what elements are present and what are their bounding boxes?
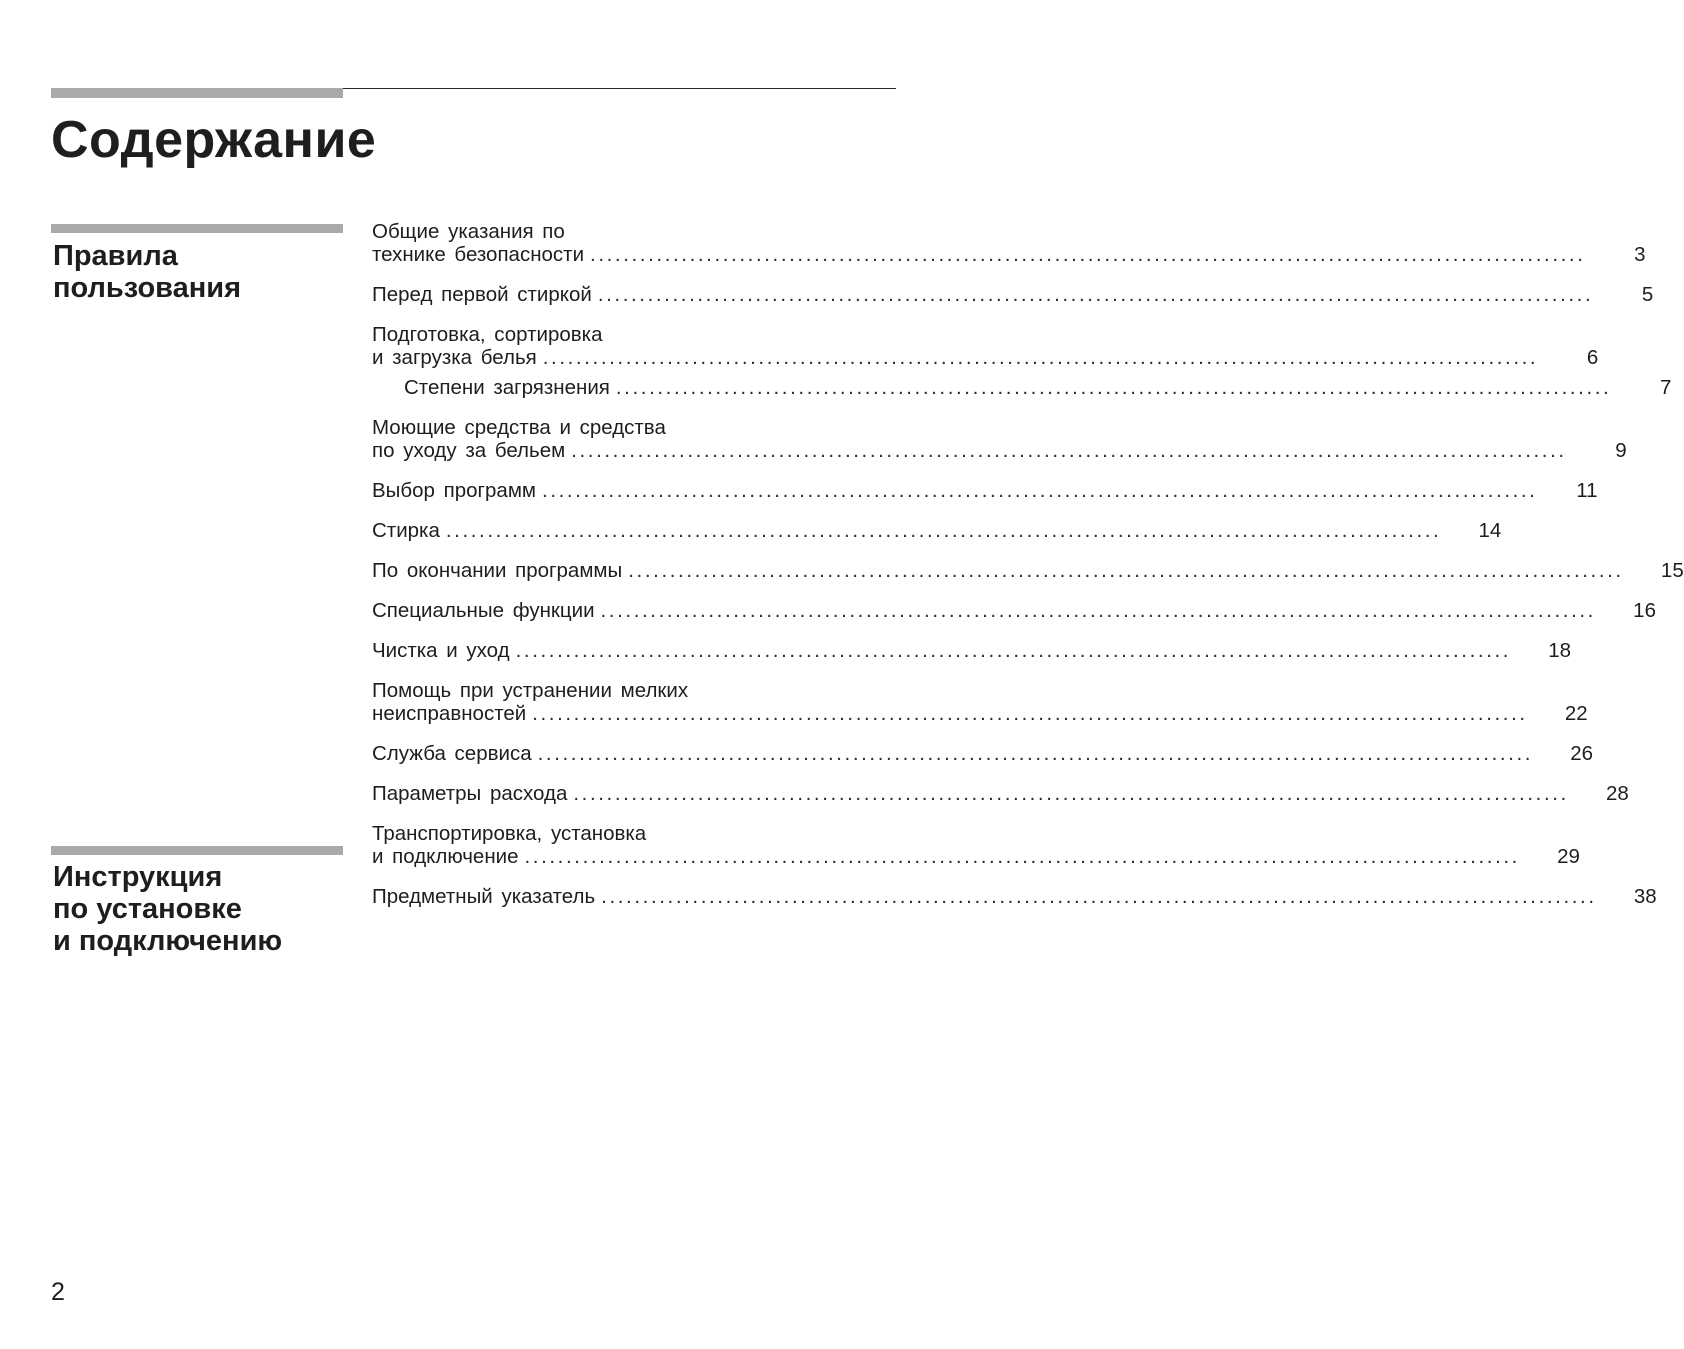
toc-entry-label: Параметры расхода xyxy=(372,782,568,805)
dot-leader: ........................................................................................................................ xyxy=(571,439,1567,462)
toc-entry[interactable] xyxy=(372,822,1580,868)
toc-entry-title-line: Моющие средства и средства xyxy=(372,416,666,439)
dot-leader: ........................................................................................................................ xyxy=(524,845,1520,868)
toc-entry-page: 5 xyxy=(1641,283,1654,306)
toc-entry-label: Перед первой стиркой xyxy=(372,283,592,306)
section-heading-line: пользования xyxy=(53,272,242,304)
section-bar-usage xyxy=(51,224,343,233)
toc-entry-title-line: Помощь при устранении мелких xyxy=(372,679,689,702)
dot-leader: ........................................................................................................................ xyxy=(590,243,1586,266)
dot-leader: ........................................................................................................................ xyxy=(515,639,1512,662)
toc-entry-page: 18 xyxy=(1548,639,1572,662)
section-heading-installation xyxy=(53,861,282,957)
toc-entry[interactable] xyxy=(372,416,1627,462)
section-heading-line: Правила xyxy=(53,240,178,272)
section-heading-line: по установке xyxy=(53,893,242,925)
toc-entry-page: 16 xyxy=(1633,599,1656,622)
dot-leader: ........................................................................................................................ xyxy=(542,346,1539,369)
section-bar-installation xyxy=(51,846,343,855)
toc-entry[interactable] xyxy=(372,639,1572,662)
toc-entry-page: 38 xyxy=(1633,885,1657,908)
toc-entry-page: 26 xyxy=(1570,742,1594,765)
page-title: Содержание xyxy=(51,111,377,169)
toc-entry-page: 7 xyxy=(1659,376,1672,399)
dot-leader: ........................................................................................................................ xyxy=(537,742,1534,765)
toc-entry-title-line: Транспортировка, установка xyxy=(372,822,647,845)
toc-entry-label: технике безопасности xyxy=(372,243,585,266)
dot-leader: ........................................................................................................................ xyxy=(600,599,1596,622)
dot-leader: ........................................................................................................................ xyxy=(597,283,1594,306)
toc-entry-page: 28 xyxy=(1606,782,1629,805)
toc-entry-label: Чистка и уход xyxy=(372,639,510,662)
section-heading-line: и подключению xyxy=(53,925,283,957)
toc-entry[interactable] xyxy=(372,679,1588,725)
toc-entry-page: 15 xyxy=(1660,559,1684,582)
toc-entry-label: Служба сервиса xyxy=(372,742,532,765)
dot-leader: ........................................................................................................................ xyxy=(615,376,1612,399)
toc-entry-page: 22 xyxy=(1564,702,1588,725)
toc-entry[interactable] xyxy=(372,283,1654,306)
dot-leader: ........................................................................................................................ xyxy=(542,479,1538,502)
toc-entry[interactable] xyxy=(372,376,1672,399)
toc-entry-page: 11 xyxy=(1576,479,1598,502)
dot-leader: ........................................................................................................................ xyxy=(445,519,1442,542)
toc-entry[interactable] xyxy=(372,479,1598,502)
toc-entry-label: Специальные функции xyxy=(372,599,595,622)
toc-entry[interactable] xyxy=(372,220,1646,266)
toc-entry-page: 14 xyxy=(1478,519,1502,542)
toc-entry-label: Стирка xyxy=(372,519,440,542)
toc-entry[interactable] xyxy=(372,559,1684,582)
toc-entry-page: 29 xyxy=(1557,845,1580,868)
title-rule xyxy=(343,88,896,89)
dot-leader: ........................................................................................................................ xyxy=(573,782,1569,805)
toc-entry-label: и подключение xyxy=(372,845,519,868)
toc-entry-title-line: Общие указания по xyxy=(372,220,565,243)
toc-entry-label: Степени загрязнения xyxy=(404,376,610,399)
toc-entry-page: 9 xyxy=(1615,439,1627,462)
toc-entry-label: неисправностей xyxy=(372,702,527,725)
toc-entry[interactable] xyxy=(372,885,1657,908)
dot-leader: ........................................................................................................................ xyxy=(601,885,1597,908)
dot-leader: ........................................................................................................................ xyxy=(532,702,1528,725)
table-of-contents xyxy=(372,220,1684,925)
dot-leader: ........................................................................................................................ xyxy=(628,559,1624,582)
toc-entry[interactable] xyxy=(372,742,1594,765)
section-heading-line: Инструкция xyxy=(53,861,223,893)
toc-entry-label: и загрузка белья xyxy=(372,346,537,369)
toc-entry-label: По окончании программы xyxy=(372,559,623,582)
toc-entry[interactable] xyxy=(372,782,1629,805)
toc-entry[interactable] xyxy=(372,323,1599,369)
toc-entry-label: Выбор программ xyxy=(372,479,537,502)
toc-entry-page: 3 xyxy=(1634,243,1646,266)
section-heading-usage xyxy=(53,240,241,304)
page-number: 2 xyxy=(51,1278,65,1306)
toc-entry[interactable] xyxy=(372,519,1502,542)
toc-entry-page: 6 xyxy=(1586,346,1599,369)
toc-entry-label: по уходу за бельем xyxy=(372,439,566,462)
toc-entry[interactable] xyxy=(372,599,1656,622)
toc-entry-title-line: Подготовка, сортировка xyxy=(372,323,603,346)
toc-entry-label: Предметный указатель xyxy=(372,885,596,908)
title-accent-bar xyxy=(51,88,343,98)
